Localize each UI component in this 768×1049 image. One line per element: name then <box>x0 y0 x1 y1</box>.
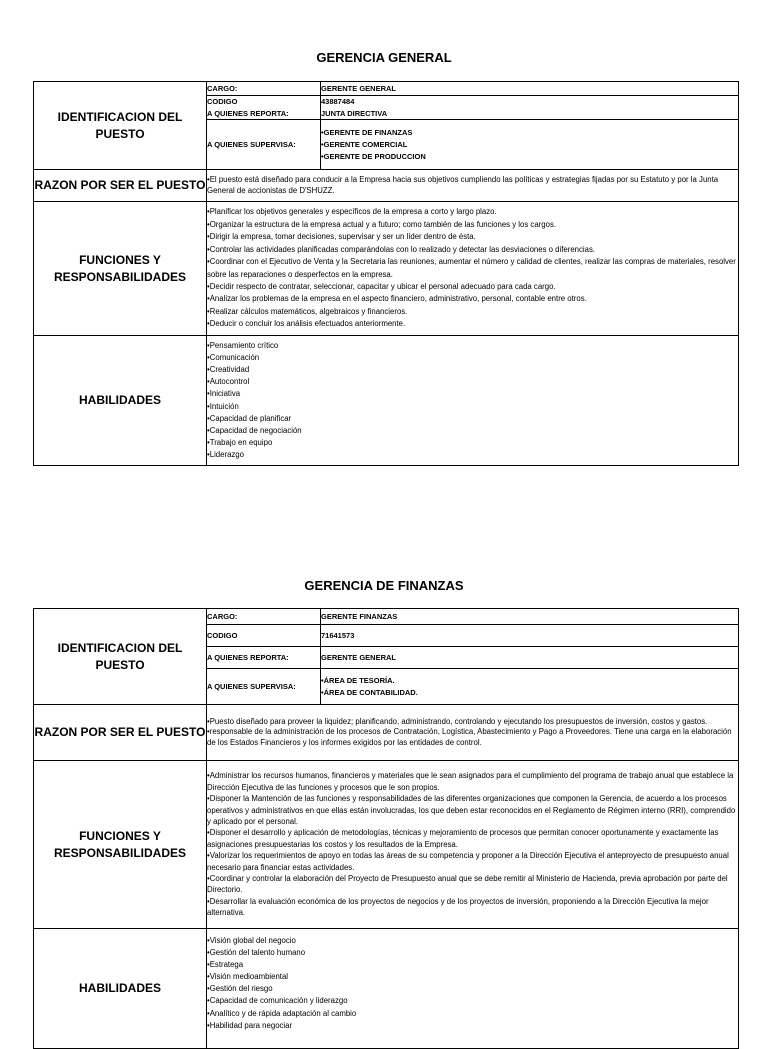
value-cargo: GERENTE FINANZAS <box>321 609 739 625</box>
supervisa-item: • ÁREA DE CONTABILIDAD. <box>321 687 738 699</box>
razon-item: • responsable de la administración de los procesos de Contratación, Logística, Abastecimiento y Pago a Proveedores. Tiene una carga en la elaboración de los Estados Financieros y los informes exigidos por las entidades de control. <box>207 727 738 747</box>
funcion-item: • Disponer el desarrollo y aplicación de metodologías, técnicas y mejoramiento de procesos que permitan conocer oportunamente y exactamente las asignaciones presupuestarias los costos y los resultados de la Empresa. <box>207 827 738 850</box>
label-habilidades: HABILIDADES <box>34 336 207 466</box>
label-habilidades: HABILIDADES <box>34 929 207 1049</box>
habilidad-item: • Capacidad de planificar <box>207 413 738 425</box>
habilidad-item: • Habilidad para negociar <box>207 1020 738 1032</box>
field-reporta: A QUIENES REPORTA: <box>207 647 321 669</box>
habilidades-list <box>207 336 739 466</box>
habilidad-item: • Visión global del negocio <box>207 935 738 947</box>
label-razon: RAZON POR SER EL PUESTO <box>34 170 207 202</box>
funcion-item: • Disponer la Mantención de las funciones y responsabilidades de las diferentes organizaciones que componen la Gerencia, de acuerdo a los procesos operativos y administrativos en que ellas están involucradas, los que deben estar reconocidos en el Reglamento de Régimen interno (RRI), comprendido y aplicado por el personal. <box>207 793 738 827</box>
habilidad-item: • Intuición <box>207 401 738 413</box>
funcion-item: • Planificar los objetivos generales y específicos de la empresa a corto y largo plazo. <box>207 206 738 218</box>
habilidad-item: • Comunicación <box>207 352 738 364</box>
habilidad-item: • Analítico y de rápida adaptación al cambio <box>207 1008 738 1020</box>
funcion-item: • Desarrollar la evaluación económica de los proyectos de negocios y de los proyectos de inversión, proponiendo a la Dirección Ejecutiva la mejor alternativa. <box>207 896 738 919</box>
field-supervisa: A QUIENES SUPERVISA: <box>207 120 321 170</box>
funcion-item: • Coordinar con el Ejecutivo de Venta y la Secretaria las reuniones, aumentar el número y calidad de clientes, realizar las compras de materiales, resolver sobre las reparaciones o desperfectos en la empresa. <box>207 256 738 281</box>
label-razon: RAZON POR SER EL PUESTO <box>34 705 207 761</box>
funcion-item: • Deducir o concluir los análisis efectuados anteriormente. <box>207 318 738 330</box>
field-cargo: CARGO: <box>207 82 321 96</box>
habilidad-item: • Iniciativa <box>207 388 738 400</box>
habilidad-item: • Capacidad de comunicación y liderazgo <box>207 995 738 1007</box>
habilidad-item: • Trabajo en equipo <box>207 437 738 449</box>
razon-text <box>207 705 739 761</box>
funcion-item: • Coordinar y controlar la elaboración del Proyecto de Presupuesto anual que se debe remitir al Ministerio de Hacienda, previa aprobación por parte del Directorio. <box>207 873 738 896</box>
supervisa-item: • GERENTE DE PRODUCCION <box>321 151 738 163</box>
field-reporta: A QUIENES REPORTA: <box>207 108 321 120</box>
habilidad-item: • Estratega <box>207 959 738 971</box>
razon-item: • El puesto está diseñado para conducir a la Empresa hacia sus objetivos cumpliendo las políticas y estrategias fijadas por su Estatuto y por la Junta General de accionistas de D'SHUZZ. <box>207 175 738 195</box>
field-cargo: CARGO: <box>207 609 321 625</box>
supervisa-item: • ÁREA DE TESORÍA. <box>321 675 738 687</box>
funcion-item: • Organizar la estructura de la empresa actual y a futuro; como también de las funciones y los cargos. <box>207 219 738 231</box>
value-cargo: GERENTE GENERAL <box>321 82 739 96</box>
value-supervisa <box>321 669 739 705</box>
field-codigo: CODIGO <box>207 625 321 647</box>
funcion-item: • Controlar las actividades planificadas comparándolas con lo realizado y detectar las desviaciones o diferencias. <box>207 244 738 256</box>
funcion-item: • Analizar los problemas de la empresa en el aspecto financiero, administrativo, personal, contable entre otros. <box>207 293 738 305</box>
value-codigo: 71641573 <box>321 625 739 647</box>
razon-text <box>207 170 739 202</box>
habilidades-list <box>207 929 739 1049</box>
supervisa-item: • GERENTE COMERCIAL <box>321 139 738 151</box>
supervisa-item: • GERENTE DE FINANZAS <box>321 127 738 139</box>
habilidad-item: • Creatividad <box>207 364 738 376</box>
label-funciones: FUNCIONES Y RESPONSABILIDADES <box>34 202 207 336</box>
habilidad-item: • Autocontrol <box>207 376 738 388</box>
value-reporta: GERENTE GENERAL <box>321 647 739 669</box>
label-identificacion: IDENTIFICACION DEL PUESTO <box>34 609 207 705</box>
field-codigo: CODIGO <box>207 96 321 108</box>
habilidad-item: • Capacidad de negociación <box>207 425 738 437</box>
value-codigo: 43887484 <box>321 96 739 108</box>
funcion-item: • Realizar cálculos matemáticos, algebraicos y financieros. <box>207 306 738 318</box>
razon-item: • Puesto diseñado para proveer la liquidez; planificando, administrando, controlando y ejecutando los presupuestos de inversión, costos y gastos. <box>207 717 738 727</box>
value-supervisa <box>321 120 739 170</box>
value-reporta: JUNTA DIRECTIVA <box>321 108 739 120</box>
label-funciones: FUNCIONES Y RESPONSABILIDADES <box>34 761 207 929</box>
label-identificacion: IDENTIFICACION DEL PUESTO <box>34 82 207 170</box>
habilidad-item: • Gestión del talento humano <box>207 947 738 959</box>
job-table-gerencia-general <box>33 81 739 466</box>
funcion-item: • Administrar los recursos humanos, financieros y materiales que le sean asignados para el cumplimiento del programa de trabajo anual que establece la Dirección Ejecutiva de las funciones y procesos que le son propios. <box>207 770 738 793</box>
field-supervisa: A QUIENES SUPERVISA: <box>207 669 321 705</box>
habilidad-item: • Liderazgo <box>207 449 738 461</box>
funciones-list <box>207 761 739 929</box>
funcion-item: • Decidir respecto de contratar, seleccionar, capacitar y ubicar el personal adecuado para cada cargo. <box>207 281 738 293</box>
funcion-item: • Dirigir la empresa, tomar decisiones, supervisar y ser un líder dentro de ésta. <box>207 231 738 243</box>
job-table-gerencia-finanzas <box>33 608 739 1049</box>
section-title-gerencia-general: GERENCIA GENERAL <box>316 50 452 65</box>
funciones-list <box>207 202 739 336</box>
funcion-item: • Valorizar los requerimientos de apoyo en todas las áreas de su competencia y proponer a la Dirección Ejecutiva el anteproyecto de presupuesto anual necesario para financiar estas actividades. <box>207 850 738 873</box>
habilidad-item: • Gestión del riesgo <box>207 983 738 995</box>
section-title-gerencia-finanzas: GERENCIA DE FINANZAS <box>304 578 464 593</box>
habilidad-item: • Pensamiento crítico <box>207 340 738 352</box>
habilidad-item: • Visión medioambiental <box>207 971 738 983</box>
